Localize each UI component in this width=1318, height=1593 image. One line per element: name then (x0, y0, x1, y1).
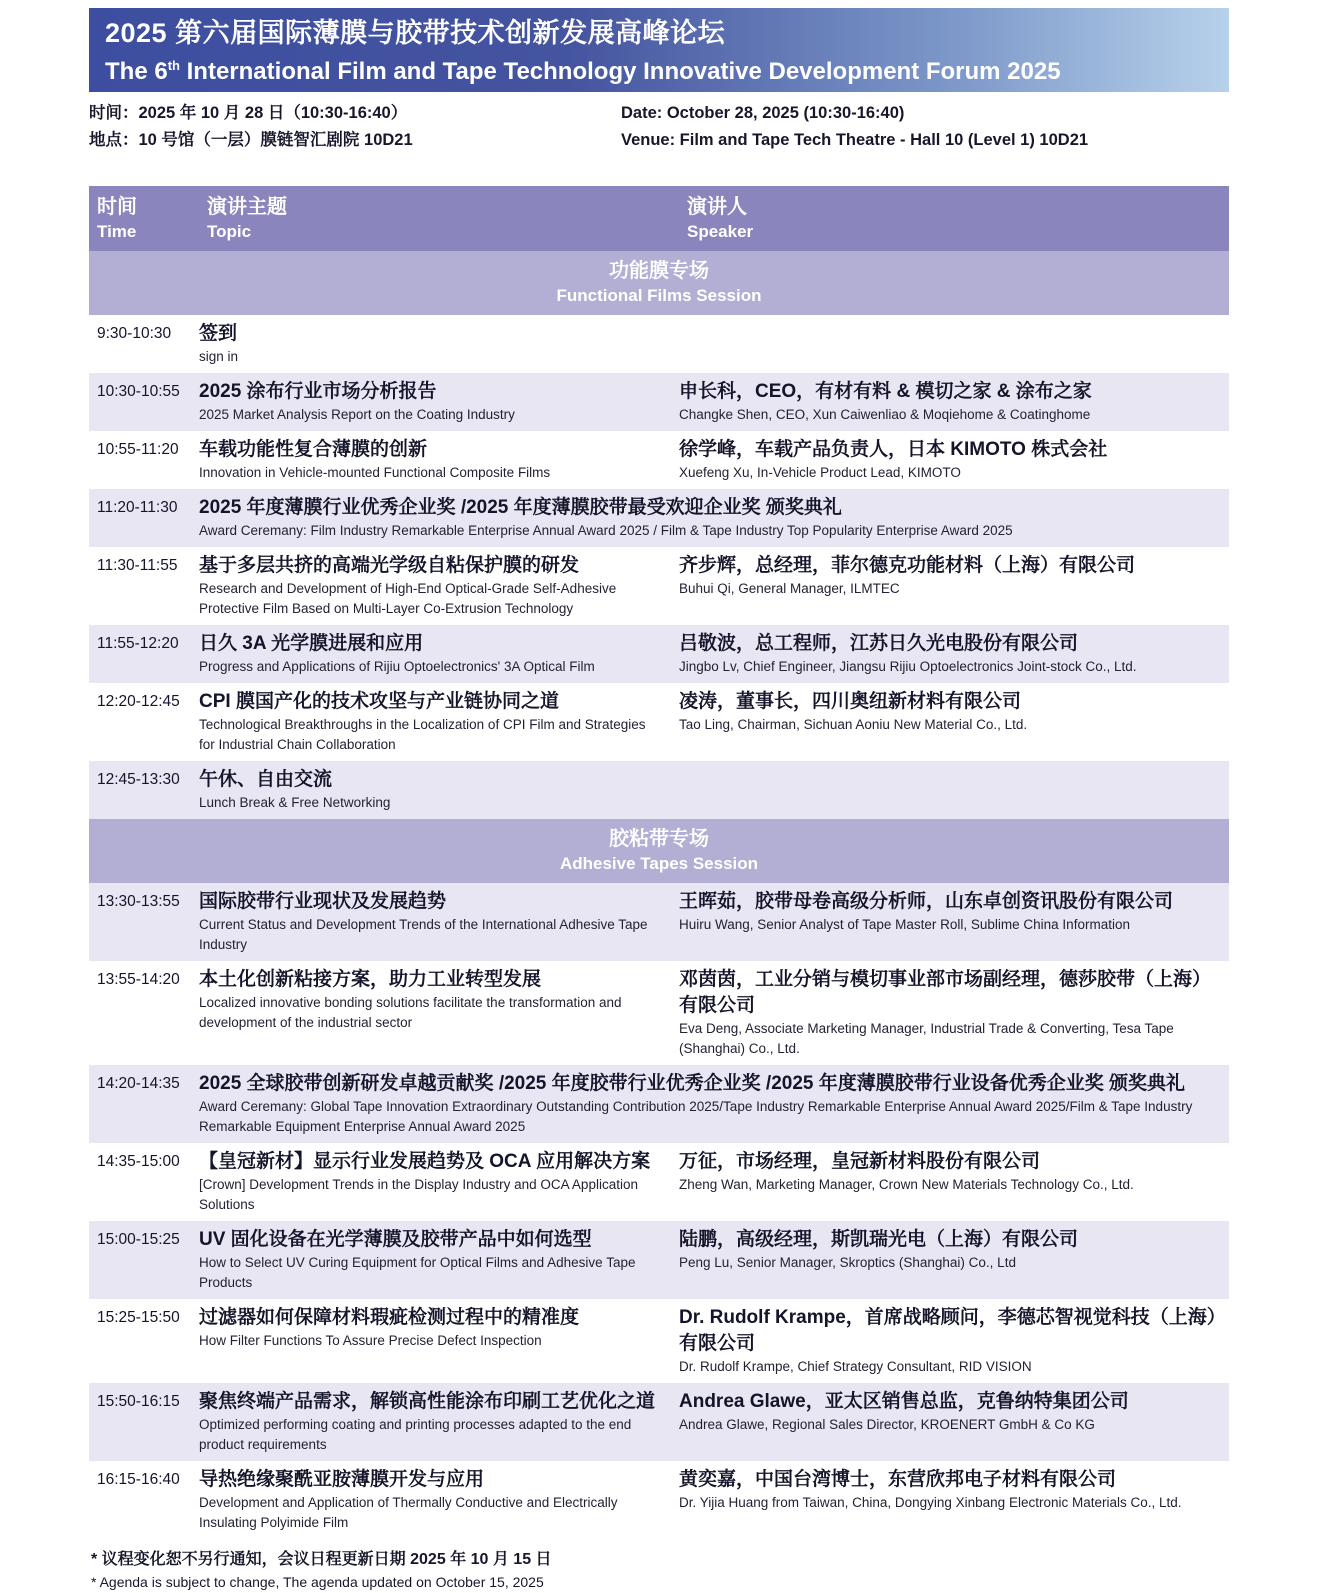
speaker-zh: 万征，市场经理，皇冠新材料股份有限公司 (679, 1151, 1041, 1172)
speaker-zh: Dr. Rudolf Krampe，首席战略顾问，李德芯智视觉科技（上海）有限公司 (679, 1307, 1217, 1354)
topic-cell (199, 437, 679, 483)
topic-en: Lunch Break & Free Networking (199, 795, 391, 810)
topic-zh: UV 固化设备在光学薄膜及胶带产品中如何选型 (199, 1229, 592, 1250)
session-title-en: Adhesive Tapes Session (559, 854, 759, 873)
time-cell: 14:20-14:35 (97, 1075, 180, 1092)
topic-en: Innovation in Vehicle-mounted Functional Composite Films (199, 465, 551, 480)
topic-cell (199, 495, 1229, 541)
agenda-row-fullwidth (89, 761, 1229, 819)
title-banner (89, 8, 1229, 92)
footnote-zh: * 议程变化恕不另行通知，会议日程更新日期 2025 年 10 月 15 日 (91, 1551, 552, 1568)
speaker-en: Xuefeng Xu, In-Vehicle Product Lead, KIMOTO (679, 465, 961, 480)
topic-zh: 2025 涂布行业市场分析报告 (199, 381, 437, 402)
time-cell: 13:30-13:55 (97, 893, 180, 910)
time-cell: 16:15-16:40 (97, 1471, 180, 1488)
speaker-cell (679, 1227, 1229, 1293)
topic-zh: CPI 膜国产化的技术攻坚与产业链协同之道 (199, 691, 559, 712)
topic-zh: 2025 年度薄膜行业优秀企业奖 /2025 年度薄膜胶带最受欢迎企业奖 颁奖典礼 (199, 497, 842, 518)
topic-cell (199, 1305, 679, 1377)
topic-cell (199, 889, 679, 955)
topic-en: [Crown] Development Trends in the Display Industry and OCA Application Solutions (199, 1177, 638, 1212)
agenda-row (89, 1299, 1229, 1383)
topic-cell (199, 767, 1229, 813)
speaker-zh: Andrea Glawe，亚太区销售总监，克鲁纳特集团公司 (679, 1391, 1129, 1412)
time-cell: 11:30-11:55 (97, 557, 178, 574)
topic-zh: 聚焦终端产品需求，解锁高性能涂布印刷工艺优化之道 (199, 1391, 656, 1412)
col-speaker (679, 193, 1229, 243)
table-header (89, 186, 1229, 251)
agenda-row (89, 1221, 1229, 1299)
topic-en: Award Ceremany: Global Tape Innovation Extraordinary Outstanding Contribution 2025/Tape Industry Remarkable Enterprise Annual Award 2025/Film & Tape Industry Remarkable Equipment Enterprise Annual Award 2025 (199, 1099, 1193, 1134)
footnote (89, 1547, 1229, 1593)
speaker-en: Dr. Yijia Huang from Taiwan, China, Dongying Xinbang Electronic Materials Co., Ltd. (679, 1495, 1182, 1510)
title-en-superscript: th (167, 58, 180, 73)
speaker-cell (679, 1305, 1229, 1377)
topic-zh: 国际胶带行业现状及发展趋势 (199, 891, 447, 912)
speaker-zh: 凌涛，董事长，四川奥纽新材料有限公司 (679, 691, 1022, 712)
agenda-page (89, 0, 1229, 1593)
speaker-cell (679, 1149, 1229, 1215)
speaker-en: Eva Deng, Associate Marketing Manager, Industrial Trade & Converting, Tesa Tape (Shanghai) Co., Ltd. (679, 1021, 1174, 1056)
topic-cell (199, 553, 679, 619)
topic-cell (199, 631, 679, 677)
session-band (89, 251, 1229, 315)
title-en-suffix: International Film and Tape Technology Innovative Development Forum 2025 (179, 58, 1061, 85)
agenda-row (89, 373, 1229, 431)
agenda-rows (89, 251, 1229, 1539)
topic-en: Current Status and Development Trends of the International Adhesive Tape Industry (199, 917, 648, 952)
agenda-row (89, 625, 1229, 683)
speaker-zh: 邓茵茵，工业分销与模切事业部市场副经理，德莎胶带（上海）有限公司 (679, 969, 1212, 1016)
col-time-en: Time (97, 222, 137, 241)
time-cell: 12:20-12:45 (97, 693, 180, 710)
agenda-row (89, 431, 1229, 489)
speaker-zh: 徐学峰，车载产品负责人，日本 KIMOTO 株式会社 (679, 439, 1108, 460)
col-time (89, 193, 199, 243)
speaker-cell (679, 553, 1229, 619)
col-topic (199, 193, 679, 243)
topic-en: Development and Application of Thermally Conductive and Electrically Insulating Polyimide Film (199, 1495, 618, 1530)
agenda-row (89, 547, 1229, 625)
topic-en: 2025 Market Analysis Report on the Coating Industry (199, 407, 515, 422)
speaker-cell (679, 967, 1229, 1059)
topic-en: Progress and Applications of Rijiu Optoelectronics' 3A Optical Film (199, 659, 595, 674)
speaker-en: Peng Lu, Senior Manager, Skroptics (Shanghai) Co., Ltd (679, 1255, 1016, 1270)
col-topic-en: Topic (207, 222, 252, 241)
speaker-zh: 吕敬波，总工程师，江苏日久光电股份有限公司 (679, 633, 1079, 654)
time-cell: 15:25-15:50 (97, 1309, 180, 1326)
speaker-en: Tao Ling, Chairman, Sichuan Aoniu New Material Co., Ltd. (679, 717, 1028, 732)
topic-zh: 车载功能性复合薄膜的创新 (199, 439, 428, 460)
topic-en: How to Select UV Curing Equipment for Optical Films and Adhesive Tape Products (199, 1255, 636, 1290)
session-title-en: Functional Films Session (556, 286, 762, 305)
speaker-cell (679, 689, 1229, 755)
topic-en: Technological Breakthroughs in the Localization of CPI Film and Strategies for Industrial Chain Collaboration (199, 717, 646, 752)
speaker-cell (679, 379, 1229, 425)
topic-en: sign in (199, 349, 239, 364)
time-cell: 11:55-12:20 (97, 635, 179, 652)
event-date-en: Date: October 28, 2025 (10:30-16:40) (621, 104, 905, 122)
topic-en: Research and Development of High-End Optical-Grade Self-Adhesive Protective Film Based on Multi-Layer Co-Extrusion Technology (199, 581, 617, 616)
time-cell: 15:00-15:25 (97, 1231, 180, 1248)
title-en-prefix: The 6 (105, 58, 168, 85)
speaker-zh: 黄奕嘉，中国台湾博士，东营欣邦电子材料有限公司 (679, 1469, 1117, 1490)
time-cell: 14:35-15:00 (97, 1153, 180, 1170)
agenda-row (89, 883, 1229, 961)
speaker-cell (679, 1389, 1229, 1455)
time-cell: 11:20-11:30 (97, 499, 178, 516)
agenda-row (89, 1143, 1229, 1221)
topic-cell (199, 1467, 679, 1533)
topic-en: How Filter Functions To Assure Precise Defect Inspection (199, 1333, 542, 1348)
topic-zh: 午休、自由交流 (199, 769, 333, 790)
col-speaker-en: Speaker (687, 222, 754, 241)
speaker-cell (679, 889, 1229, 955)
forum-title-zh: 2025 第六届国际薄膜与胶带技术创新发展高峰论坛 (105, 18, 726, 48)
topic-en: Award Ceremany: Film Industry Remarkable Enterprise Annual Award 2025 / Film & Tape Industry Top Popularity Enterprise Award 2025 (199, 523, 1013, 538)
forum-title-en (105, 50, 1229, 88)
speaker-en: Jingbo Lv, Chief Engineer, Jiangsu Rijiu Optoelectronics Joint-stock Co., Ltd. (679, 659, 1137, 674)
agenda-row-fullwidth (89, 489, 1229, 547)
topic-zh: 【皇冠新材】显示行业发展趋势及 OCA 应用解决方案 (199, 1151, 651, 1172)
topic-cell (199, 1227, 679, 1293)
speaker-zh: 申长科，CEO，有材有料 & 模切之家 & 涂布之家 (679, 381, 1092, 402)
topic-zh: 2025 全球胶带创新研发卓越贡献奖 /2025 年度胶带行业优秀企业奖 /2025 年度薄膜胶带行业设备优秀企业奖 颁奖典礼 (199, 1073, 1186, 1094)
topic-cell (199, 689, 679, 755)
topic-zh: 基于多层共挤的高端光学级自粘保护膜的研发 (199, 555, 580, 576)
agenda-table (89, 186, 1229, 1539)
agenda-row (89, 961, 1229, 1065)
time-cell: 15:50-16:15 (97, 1393, 180, 1410)
agenda-row (89, 683, 1229, 761)
event-venue-zh: 地点：10 号馆（一层）膜链智汇剧院 10D21 (89, 131, 413, 149)
topic-cell (199, 1149, 679, 1215)
topic-cell (199, 321, 679, 367)
topic-cell (199, 379, 679, 425)
col-time-zh: 时间 (97, 196, 137, 218)
agenda-row (89, 1383, 1229, 1461)
topic-zh: 日久 3A 光学膜进展和应用 (199, 633, 424, 654)
time-cell: 9:30-10:30 (97, 325, 172, 342)
col-topic-zh: 演讲主题 (207, 196, 287, 218)
time-cell: 13:55-14:20 (97, 971, 180, 988)
event-venue-en: Venue: Film and Tape Tech Theatre - Hall 10 (Level 1) 10D21 (621, 131, 1089, 149)
topic-zh: 本土化创新粘接方案，助力工业转型发展 (199, 969, 542, 990)
topic-cell (199, 1389, 679, 1455)
speaker-zh: 王晖茹，胶带母卷高级分析师，山东卓创资讯股份有限公司 (679, 891, 1174, 912)
time-cell: 12:45-13:30 (97, 771, 180, 788)
event-info-zh (89, 100, 621, 154)
speaker-cell (679, 631, 1229, 677)
event-time-zh: 时间：2025 年 10 月 28 日（10:30-16:40） (89, 104, 408, 122)
agenda-row-fullwidth (89, 1065, 1229, 1143)
footnote-en: * Agenda is subject to change, The agenda updated on October 15, 2025 (91, 1574, 544, 1590)
speaker-en: Buhui Qi, General Manager, ILMTEC (679, 581, 900, 596)
speaker-cell (679, 437, 1229, 483)
col-speaker-zh: 演讲人 (687, 196, 747, 218)
topic-zh: 签到 (199, 323, 238, 344)
event-info-en (621, 100, 1229, 154)
session-band (89, 819, 1229, 883)
speaker-en: Zheng Wan, Marketing Manager, Crown New Materials Technology Co., Ltd. (679, 1177, 1134, 1192)
topic-en: Optimized performing coating and printing processes adapted to the end product requirements (199, 1417, 632, 1452)
speaker-cell (679, 1467, 1229, 1533)
time-cell: 10:55-11:20 (97, 441, 179, 458)
topic-cell (199, 1071, 1229, 1137)
topic-zh: 过滤器如何保障材料瑕疵检测过程中的精准度 (199, 1307, 580, 1328)
speaker-en: Dr. Rudolf Krampe, Chief Strategy Consultant, RID VISION (679, 1359, 1032, 1374)
session-title-zh: 功能膜专场 (609, 260, 709, 282)
agenda-row (89, 315, 1229, 373)
time-cell: 10:30-10:55 (97, 383, 180, 400)
topic-en: Localized innovative bonding solutions facilitate the transformation and development of the industrial sector (199, 995, 622, 1030)
session-title-zh: 胶粘带专场 (609, 828, 709, 850)
speaker-zh: 陆鹏，高级经理，斯凯瑞光电（上海）有限公司 (679, 1229, 1079, 1250)
speaker-zh: 齐步辉，总经理，菲尔德克功能材料（上海）有限公司 (679, 555, 1136, 576)
speaker-en: Andrea Glawe, Regional Sales Director, KROENERT GmbH & Co KG (679, 1417, 1095, 1432)
event-info (89, 100, 1229, 154)
agenda-row (89, 1461, 1229, 1539)
speaker-en: Huiru Wang, Senior Analyst of Tape Master Roll, Sublime China Information (679, 917, 1130, 932)
topic-zh: 导热绝缘聚酰亚胺薄膜开发与应用 (199, 1469, 485, 1490)
speaker-cell (679, 321, 1229, 367)
speaker-en: Changke Shen, CEO, Xun Caiwenliao & Moqiehome & Coatinghome (679, 407, 1091, 422)
topic-cell (199, 967, 679, 1059)
